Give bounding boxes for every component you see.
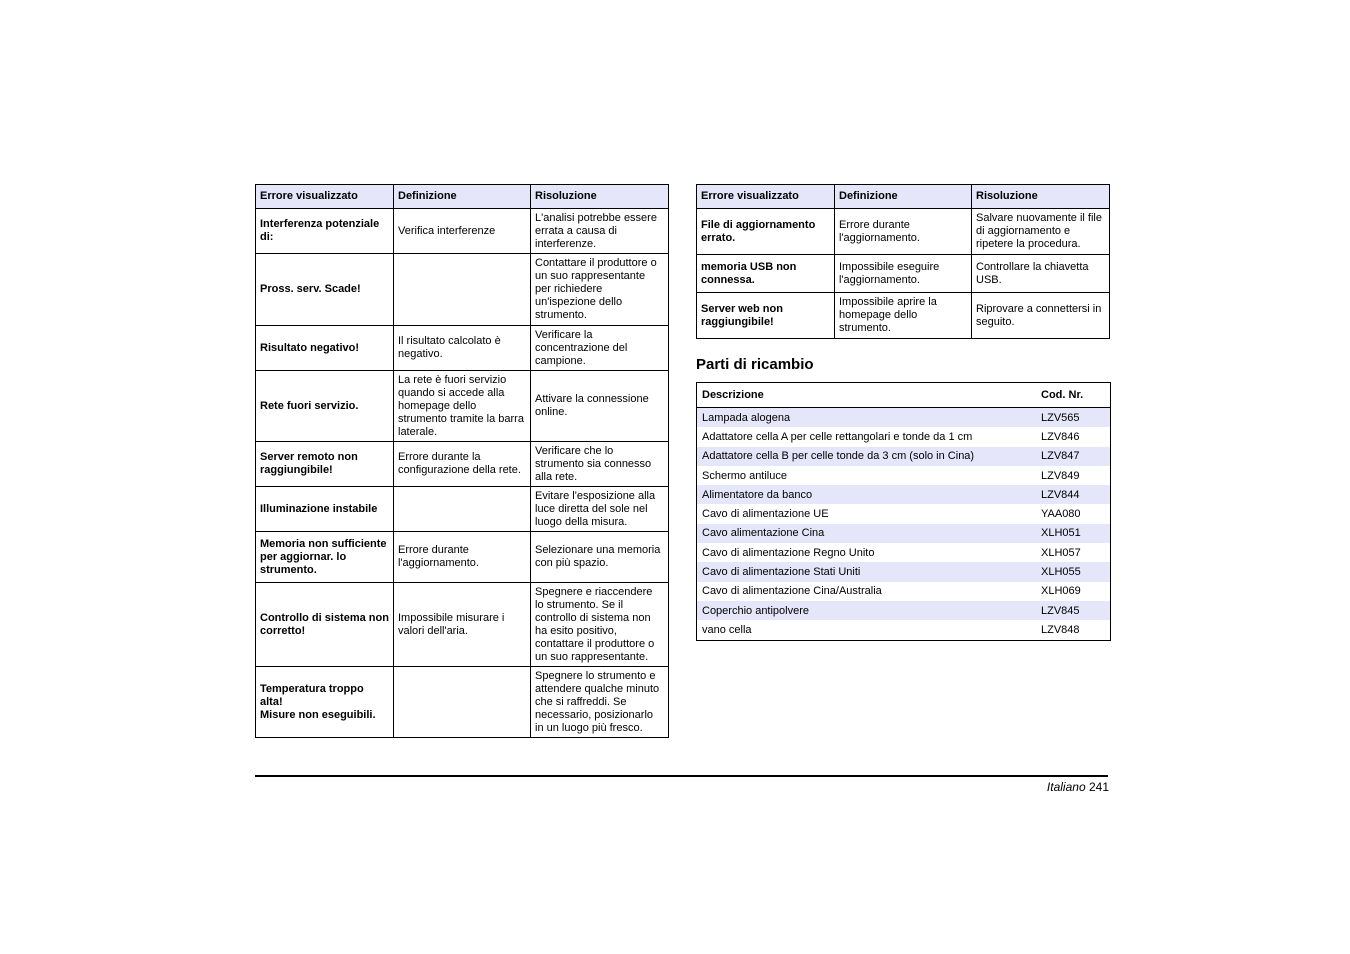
resolution-cell: Contattare il produttore o un suo rappresentante per richiedere un'ispezione dello strumento. [531,254,669,326]
error-message-cell [697,255,835,293]
definition-cell [394,667,531,738]
error-message-line: Illuminazione instabile [260,502,378,515]
error-message-cell [256,254,394,326]
header-code: Cod. Nr. [1036,383,1111,408]
definition-cell: Il risultato calcolato è negativo. [394,326,531,371]
error-message-line: File di aggiornamento errato. [701,218,816,244]
part-code: LZV845 [1036,601,1111,620]
definition-cell: Errore durante la configurazione della rete. [394,442,531,487]
header-error: Errore visualizzato [697,185,835,209]
resolution-cell: Attivare la connessione online. [531,371,669,442]
part-description: Alimentatore da banco [697,485,1037,504]
part-description: Cavo di alimentazione UE [702,508,829,521]
table-header-row [697,185,1110,209]
resolution-cell: Riprovare a connettersi in seguito. [972,293,1110,339]
table-row [256,583,669,667]
table-row [697,209,1110,255]
table-row [256,487,669,532]
resolution-cell: Verificare che lo strumento sia connesso alla rete. [531,442,669,487]
part-code: LZV846 [1041,430,1080,443]
part-description: Adattatore cella B per celle tonde da 3 cm (solo in Cina) [697,447,1037,466]
resolution-cell: Evitare l'esposizione alla luce diretta del sole nel luogo della misura. [531,487,669,532]
table-row [256,442,669,487]
part-code: XLH055 [1036,562,1111,581]
error-table-left [255,184,669,738]
spare-part-row [697,620,1111,640]
definition-cell [394,487,531,532]
spare-parts-header-row [697,383,1111,408]
table-row [697,293,1110,339]
page-footer [900,780,1109,794]
error-message-line: Misure non eseguibili. [260,708,376,721]
error-message-line: Server remoto non raggiungibile! [260,451,358,476]
error-message-cell [256,532,394,583]
definition-cell: Errore durante l'aggiornamento. [394,532,531,583]
error-message-line: Controllo di sistema non corretto! [260,611,389,637]
spare-part-row [697,485,1111,504]
header-resolution: Risoluzione [531,185,669,209]
part-code: LZV849 [1041,469,1080,482]
error-message-cell [256,209,394,254]
resolution-cell: Spegnere e riaccendere lo strumento. Se il controllo di sistema non ha esito positivo, contattare il produttore o un suo rappresentante. [531,583,669,667]
definition-cell: Impossibile misurare i valori dell'aria. [394,583,531,667]
footer-language: Italiano [1046,780,1086,794]
table-row [256,532,669,583]
resolution-cell: L'analisi potrebbe essere errata a causa di interferenze. [531,209,669,254]
error-message-line: Interferenza potenziale di: [260,218,380,243]
part-code: LZV847 [1036,447,1111,466]
part-description: Cavo di alimentazione Regno Unito [702,546,875,559]
error-message-line: Pross. serv. Scade! [260,283,361,295]
table-row [697,255,1110,293]
part-description: Coperchio antipolvere [697,601,1037,620]
error-message-line: Rete fuori servizio. [260,399,359,412]
part-description: vano cella [702,623,752,636]
error-message-cell [256,442,394,487]
resolution-cell: Verificare la concentrazione del campione. [531,326,669,371]
error-message-cell [697,209,835,255]
error-message-line: Temperatura troppo alta! [260,682,364,708]
part-code: YAA080 [1041,508,1081,521]
definition-cell: Verifica interferenze [394,209,531,254]
definition-cell: Impossibile eseguire l'aggiornamento. [835,255,972,293]
resolution-cell: Controllare la chiavetta USB. [972,255,1110,293]
definition-cell: Errore durante l'aggiornamento. [835,209,972,255]
resolution-cell: Spegnere lo strumento e attendere qualche minuto che si raffreddi. Se necessario, posizionarlo in un luogo più fresco. [531,667,669,738]
spare-part-row [697,543,1111,562]
error-message-line: Memoria non sufficiente per aggiornar. lo strumento. [260,537,387,576]
error-message-cell [256,326,394,371]
header-definition: Definizione [394,185,531,209]
definition-cell [394,254,531,326]
definition-cell: Impossibile aprire la homepage dello strumento. [835,293,972,339]
error-message-cell [697,293,835,339]
spare-part-row [697,582,1111,601]
header-error: Errore visualizzato [256,185,394,209]
error-message-cell [256,667,394,738]
error-message-cell [256,371,394,442]
table-row [256,254,669,326]
spare-part-row [697,562,1111,581]
section-title-spare-parts: Parti di ricambio [696,356,814,373]
part-description: Cavo di alimentazione Stati Uniti [697,562,1037,581]
table-row [256,209,669,254]
spare-part-row [697,504,1111,523]
error-message-cell [256,487,394,532]
part-code: LZV848 [1041,623,1080,636]
spare-part-row [697,466,1111,485]
part-code: LZV844 [1036,485,1111,504]
spare-part-row [697,524,1111,543]
definition-cell: La rete è fuori servizio quando si accede alla homepage dello strumento tramite la barra laterale. [394,371,531,442]
spare-part-row [697,408,1111,428]
error-message-line: Server web non raggiungibile! [701,302,783,328]
spare-part-row [697,601,1111,620]
part-code: XLH051 [1036,524,1111,543]
part-code: LZV565 [1036,408,1111,428]
part-code: XLH069 [1041,585,1081,598]
part-description: Adattatore cella A per celle rettangolari e tonde da 1 cm [702,430,973,443]
error-message-line: Risultato negativo! [260,341,360,354]
error-message-cell [256,583,394,667]
table-row [256,371,669,442]
part-description: Cavo di alimentazione Cina/Australia [702,585,882,598]
part-description: Lampada alogena [697,408,1037,428]
table-header-row [256,185,669,209]
part-description: Schermo antiluce [702,469,787,482]
spare-parts-table [696,382,1111,641]
table-row [256,667,669,738]
resolution-cell: Selezionare una memoria con più spazio. [531,532,669,583]
header-definition: Definizione [835,185,972,209]
header-description: Descrizione [697,383,1037,408]
header-resolution: Risoluzione [972,185,1110,209]
part-description: Cavo alimentazione Cina [697,524,1037,543]
table-row [256,326,669,371]
spare-part-row [697,447,1111,466]
error-table-right [696,184,1110,339]
error-message-line: memoria USB non connessa. [701,260,797,286]
footer-page-number: 241 [1088,780,1109,794]
footer-divider [255,775,1108,777]
resolution-cell: Salvare nuovamente il file di aggiornamento e ripetere la procedura. [972,209,1110,255]
part-code: XLH057 [1041,546,1081,559]
spare-part-row [697,427,1111,446]
